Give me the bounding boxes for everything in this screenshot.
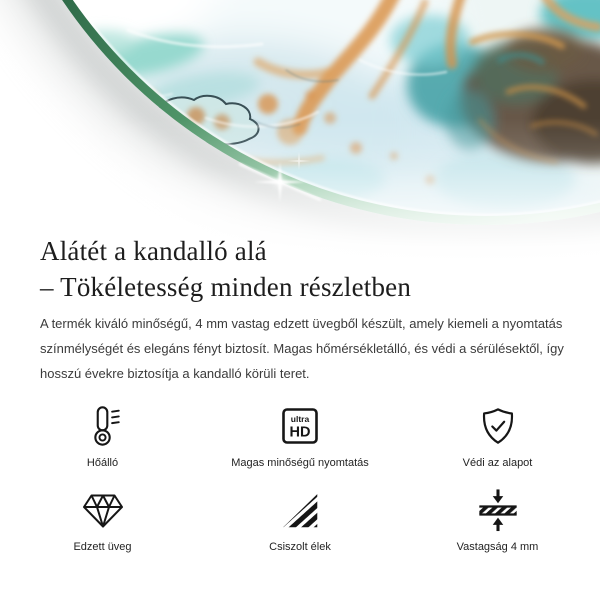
feature-thickness <box>395 488 600 553</box>
feature-label: Csiszolt élek <box>269 541 331 553</box>
ultra-hd-icon <box>282 408 318 444</box>
feature-label: Edzett üveg <box>73 541 132 553</box>
description-line: hosszú évekre biztosítja a kandalló körüli teret. <box>40 366 310 381</box>
diamond-icon <box>81 490 125 530</box>
feature-label: Vastagság 4 mm <box>456 541 539 553</box>
feature-label: Védi az alapot <box>462 457 533 469</box>
feature-tempered-glass <box>0 488 205 553</box>
page-title <box>40 233 411 305</box>
feature-label: Magas minőségű nyomtatás <box>231 457 369 469</box>
feature-heat-resistant <box>0 404 205 469</box>
polished-edges-icon <box>280 490 320 530</box>
product-description <box>40 311 564 386</box>
shield-check-icon <box>479 406 517 446</box>
feature-protects-base <box>395 404 600 469</box>
product-photo <box>0 0 600 270</box>
feature-row <box>0 488 600 553</box>
svg-text:HD: HD <box>289 424 311 441</box>
feature-grid <box>0 404 600 553</box>
feature-row <box>0 404 600 469</box>
thickness-icon <box>476 488 520 532</box>
thermometer-icon <box>83 404 123 448</box>
feature-print-quality <box>205 404 395 469</box>
title-line-1: Alátét a kandalló alá <box>40 236 267 266</box>
description-line: A termék kiváló minőségű, 4 mm vastag edzett üvegből készült, amely kiemeli a nyomtatás <box>40 316 563 331</box>
glass-mat-photo <box>0 0 600 270</box>
description-line: színmélységét és elegáns fényt biztosít. Magas hőmérsékletálló, és védi a sérülésektől, így <box>40 341 564 356</box>
feature-label: Hőálló <box>86 457 119 469</box>
title-line-2: – Tökéletesség minden részletben <box>40 272 412 302</box>
svg-text:ultra: ultra <box>290 414 310 424</box>
feature-polished-edges <box>205 488 395 553</box>
